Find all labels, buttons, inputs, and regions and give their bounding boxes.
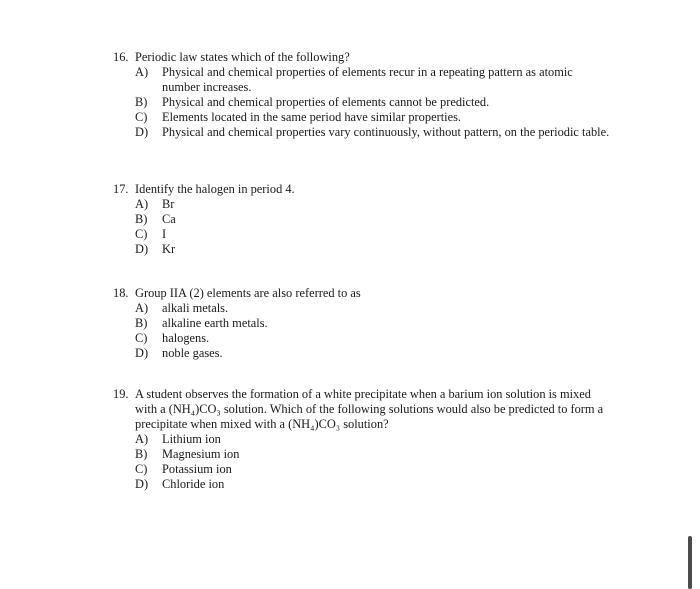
choice-text: Kr (162, 242, 176, 256)
answer-choice-d (135, 125, 613, 140)
question-number: 16. (113, 50, 129, 64)
answer-choice-b (135, 316, 613, 331)
scrollbar-thumb[interactable] (688, 536, 692, 589)
choice-letter: D) (135, 477, 149, 491)
answer-choice-b (135, 212, 613, 227)
answer-choice-a (135, 65, 613, 95)
choice-letter: C) (135, 462, 148, 476)
answer-choice-b (135, 447, 613, 462)
choice-text: Ca (162, 212, 176, 226)
question-stem (113, 50, 613, 65)
question-number: 17. (113, 182, 129, 196)
choice-text: alkali metals. (162, 301, 229, 315)
choice-letter: C) (135, 110, 148, 124)
choice-text: Elements located in the same period have similar properties. (162, 110, 461, 124)
choice-text: alkaline earth metals. (162, 316, 268, 330)
choice-letter: A) (135, 301, 149, 315)
choice-text: Lithium ion (162, 432, 221, 446)
answer-choice-a (135, 432, 613, 447)
choice-letter: B) (135, 212, 148, 226)
question-stem (113, 286, 613, 301)
choice-letter: D) (135, 125, 149, 139)
question-stem (113, 387, 613, 432)
choice-text: noble gases. (162, 346, 223, 360)
answer-choice-a (135, 301, 613, 316)
choice-text: Physical and chemical properties vary continuously, without pattern, on the periodic table. (162, 125, 610, 139)
question-17 (113, 182, 613, 257)
answer-choice-c (135, 227, 613, 242)
choice-text: Magnesium ion (162, 447, 240, 461)
question-18 (113, 286, 613, 361)
choice-letter: D) (135, 346, 149, 360)
choice-letter: C) (135, 331, 148, 345)
answer-choice-a (135, 197, 613, 212)
choice-letter: B) (135, 316, 148, 330)
choice-text: Physical and chemical properties of elements recur in a repeating pattern as atomic number increases. (162, 65, 573, 94)
question-text: A student observes the formation of a white precipitate when a barium ion solution is mixed with a (NH₄)CO₃ solution. Which of the following solutions would also be predicted to form a precipitate when mixed with a (NH₄)CO₃ solution? (135, 387, 604, 431)
choice-text: Br (162, 197, 175, 211)
question-16 (113, 50, 613, 140)
choice-letter: B) (135, 447, 148, 461)
question-number: 18. (113, 286, 129, 300)
answer-choice-c (135, 331, 613, 346)
question-text: Periodic law states which of the following? (135, 50, 350, 64)
choice-letter: A) (135, 197, 149, 211)
question-19 (113, 387, 613, 492)
answer-choice-d (135, 346, 613, 361)
choice-letter: A) (135, 432, 149, 446)
choice-text: Potassium ion (162, 462, 232, 476)
choice-letter: C) (135, 227, 148, 241)
answer-choice-d (135, 242, 613, 257)
answer-choice-d (135, 477, 613, 492)
answer-choice-c (135, 462, 613, 477)
choice-text: Physical and chemical properties of elements cannot be predicted. (162, 95, 490, 109)
choice-letter: B) (135, 95, 148, 109)
question-text: Identify the halogen in period 4. (135, 182, 295, 196)
choice-letter: A) (135, 65, 149, 79)
question-number: 19. (113, 387, 129, 401)
answer-choice-b (135, 95, 613, 110)
choice-letter: D) (135, 242, 149, 256)
question-stem (113, 182, 613, 197)
question-text: Group IIA (2) elements are also referred to as (135, 286, 361, 300)
choice-text: halogens. (162, 331, 210, 345)
answer-choice-c (135, 110, 613, 125)
choice-text: I (162, 227, 167, 241)
choice-text: Chloride ion (162, 477, 225, 491)
